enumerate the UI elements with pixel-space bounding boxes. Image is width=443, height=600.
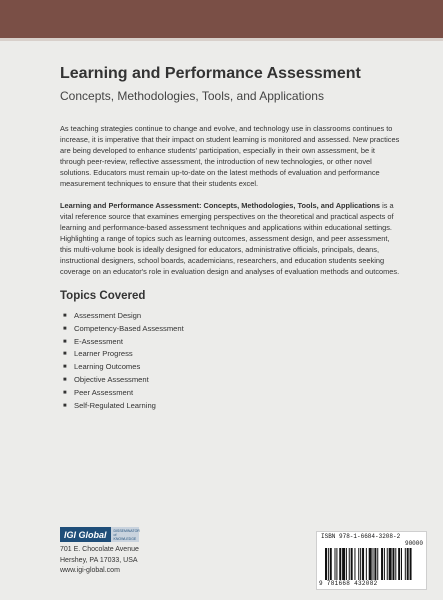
isbn-label: ISBN 978-1-6684-3208-2	[321, 533, 401, 540]
bullet-icon: ■	[63, 351, 67, 358]
address-line-1: 701 E. Chocolate Avenue	[60, 546, 139, 553]
topic-label: Learning Outcomes	[74, 362, 141, 372]
topic-label: Learner Progress	[74, 349, 133, 359]
isbn-barcode	[316, 531, 427, 590]
price-code: 90000	[404, 540, 423, 547]
address-line-2: Hershey, PA 17033, USA	[60, 556, 138, 564]
book-title: Learning and Performance Assessment	[60, 65, 361, 82]
bullet-icon: ■	[63, 389, 67, 396]
bullet-icon: ■	[63, 338, 67, 345]
topic-item	[60, 400, 400, 413]
topic-label: E-Assessment	[74, 336, 123, 346]
topic-item	[60, 310, 400, 323]
topic-item	[60, 336, 400, 349]
topic-label: Assessment Design	[74, 311, 142, 320]
book-subtitle: Concepts, Methodologies, Tools, and Applications	[60, 89, 324, 103]
publisher-logo-text: IGI Global	[60, 527, 111, 542]
bullet-icon: ■	[63, 364, 67, 371]
topic-item	[60, 374, 400, 387]
publisher-logo-tagline: DISSEMINATOR of KNOWLEDGE	[111, 527, 139, 542]
back-cover-content	[60, 64, 400, 412]
publisher-block	[60, 527, 220, 577]
bullet-icon: ■	[63, 325, 67, 332]
topic-label: Peer Assessment	[74, 387, 134, 397]
bullet-icon: ■	[63, 402, 67, 409]
topic-label: Self-Regulated Learning	[74, 400, 156, 410]
topic-label: Competency-Based Assessment	[74, 323, 184, 333]
description-paragraph-2	[60, 200, 400, 277]
topics-list	[60, 310, 400, 412]
barcode-digits: 9 781668 432082	[319, 580, 378, 587]
publisher-website: www.igi-global.com	[60, 567, 120, 574]
description-paragraph-1: As teaching strategies continue to change and evolve, and technology use in classrooms continues to increase, it is imperative that their impact on student learning is monitored and assessed. New practices are being developed to enhance students' participation, especially in their own assessment, be it through peer-review, reflective assessment, the introduction of new technologies, or other novel solutions. Educators must remain up-to-date on the latest methods of evaluation and performance measurement techniques to ensure that their students excel.	[60, 124, 400, 188]
description-paragraph-2-text: is a vital reference source that examines emerging perspectives on the theoretical and practical aspects of learning and performance-based assessment techniques and applications within educational settings. Highlighting a range of topics such as learning outcomes, assessment design, and peer assessment, this multi-volume book is ideally designed for educators, administrative officials, principals, deans, instructional designers, school boards, academicians, researchers, and education students seeking coverage on an educator's role in evaluation design and analyses of evaluation methods and outcomes.	[60, 201, 400, 276]
bullet-icon: ■	[63, 313, 67, 319]
topic-item	[60, 387, 400, 400]
topic-label: Objective Assessment	[74, 374, 149, 384]
topic-item	[60, 323, 400, 336]
publisher-logo	[60, 527, 220, 542]
bullet-icon: ■	[63, 376, 67, 383]
top-color-band	[0, 0, 443, 38]
topic-item	[60, 361, 400, 374]
topics-heading: Topics Covered	[60, 290, 146, 302]
topic-item	[60, 348, 400, 361]
description-book-title-bold: Learning and Performance Assessment: Concepts, Methodologies, Tools, and Applications	[60, 201, 381, 210]
publisher-address	[60, 545, 220, 577]
barcode-bars	[325, 548, 421, 580]
